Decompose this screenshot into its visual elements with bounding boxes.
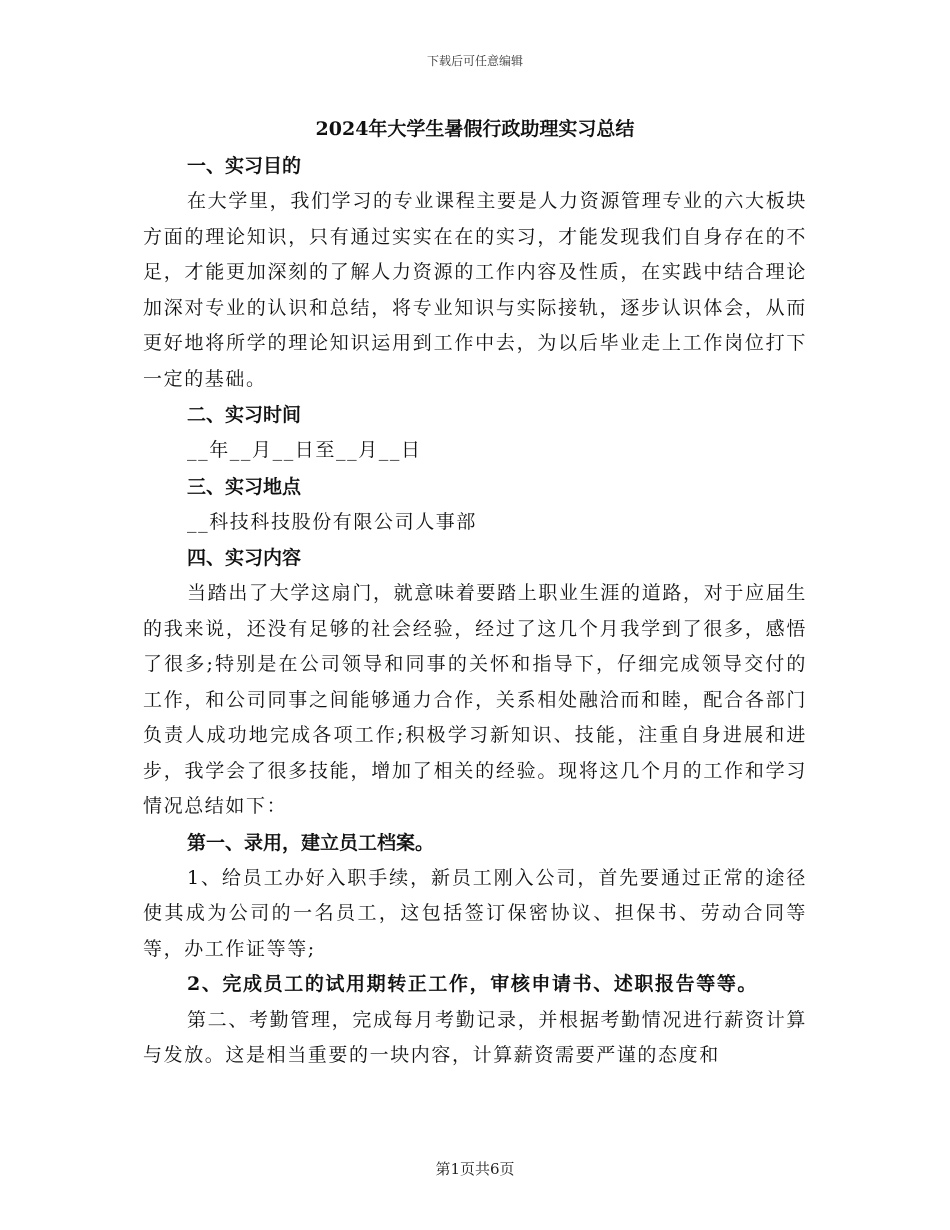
document-body [143, 110, 807, 1074]
document-title: 2024年大学生暑假行政助理实习总结 [315, 118, 635, 140]
page-footer-pagination: 第1页共6页 [435, 1160, 515, 1178]
section-text-time: __年__月__日至__月__日 [187, 439, 422, 461]
item-text-attendance: 第二、考勤管理，完成每月考勤记录，并根据考勤情况进行薪资计算与发放。这是相当重要的一块内容，计算薪资需要严谨的态度和 [143, 1008, 807, 1066]
page-header-note: 下载后可任意编辑 [426, 54, 523, 68]
section-heading-time: 二、实习时间 [187, 404, 302, 426]
item-point-onboarding: 1、给员工办好入职手续，新员工刚入公司，首先要通过正常的途径使其成为公司的一名员工，这包括签订保密协议、担保书、劳动合同等等，办工作证等等; [143, 866, 807, 960]
item-heading-hiring: 第一、录用，建立员工档案。 [187, 831, 435, 854]
section-text-place: __科技科技股份有限公司人事部 [187, 510, 478, 533]
section-text-content: 当踏出了大学这扇门，就意味着要踏上职业生涯的道路，对于应届生的我来说，还没有足够的社会经验，经过了这几个月我学到了很多，感悟了很多;特别是在公司领导和同事的关怀和指导下，仔细完成领导交付的工作，和公司同事之间能够通力合作，关系相处融洽而和睦，配合各部门负责人成功地完成各项工作;积极学习新知识、技能，注重自身进展和进步，我学会了很多技能，增加了相关的经验。现将这几个月的工作和学习情况总结如下： [143, 582, 807, 817]
item-point-probation: 2、完成员工的试用期转正工作，审核申请书、述职报告等等。 [187, 973, 759, 995]
section-heading-purpose: 一、实习目的 [187, 155, 302, 177]
section-text-purpose: 在大学里，我们学习的专业课程主要是人力资源管理专业的六大板块方面的理论知识，只有通过实实在在的实习，才能发现我们自身存在的不足，才能更加深刻的了解人力资源的工作内容及性质，在实践中结合理论加深对专业的认识和总结，将专业知识与实际接轨，逐步认识体会，从而更好地将所学的理论知识运用到工作中去，为以后毕业走上工作岗位打下一定的基础。 [143, 190, 807, 390]
section-heading-place: 三、实习地点 [187, 475, 302, 498]
section-heading-content: 四、实习内容 [187, 547, 302, 569]
